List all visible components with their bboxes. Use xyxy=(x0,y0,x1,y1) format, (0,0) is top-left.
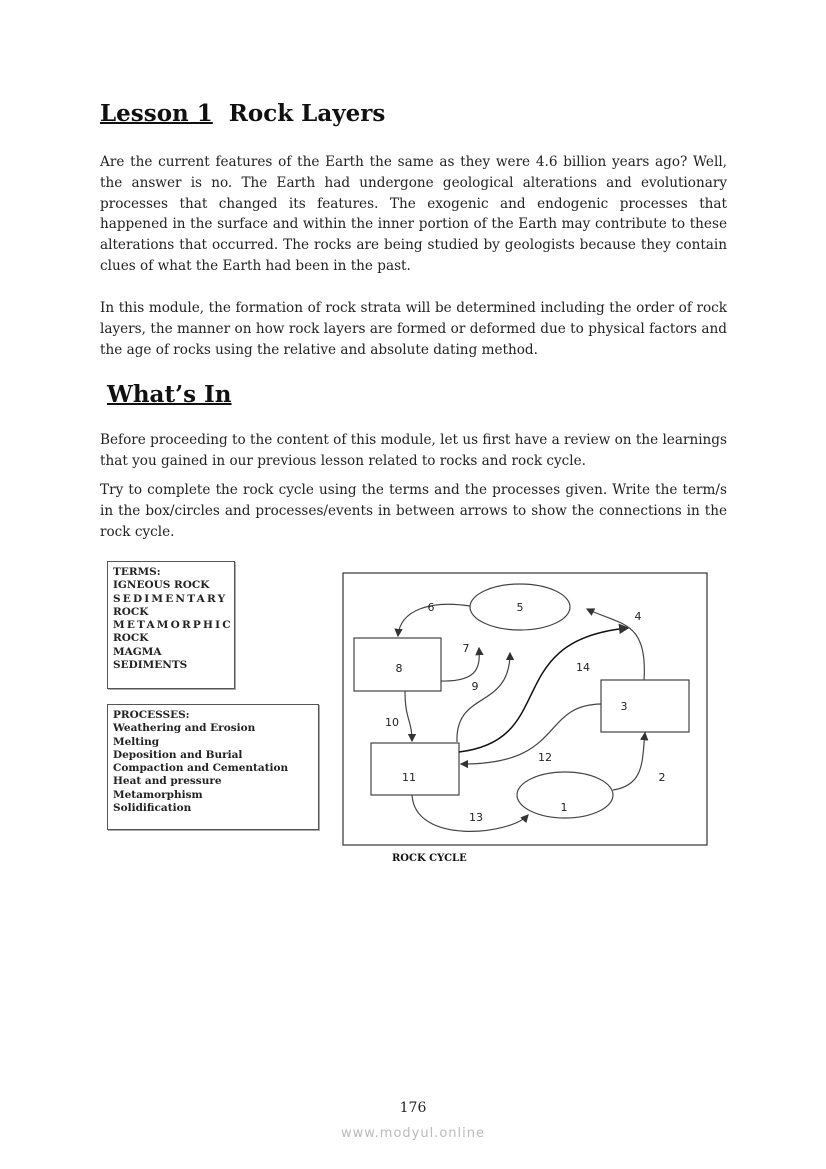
arrow-14 xyxy=(459,628,628,752)
lesson-number: Lesson 1 xyxy=(100,100,213,127)
term-item: IGNEOUS ROCK xyxy=(113,579,210,592)
term-item: ROCK xyxy=(113,632,149,645)
processes-box xyxy=(107,704,319,830)
arrow-2 xyxy=(613,733,645,790)
arrow-9 xyxy=(457,653,510,742)
process-item: Metamorphism xyxy=(113,788,203,801)
term-item: MAGMA xyxy=(113,645,162,658)
label-2: 2 xyxy=(658,771,666,784)
intro-paragraph-1: Are the current features of the Earth the same as they were 4.6 billion years ago? Well, the answer is no. The Earth had undergone geological alterations and evolutionary processes that changed its features. The exogenic and endogenic processes that happened in the surface and within the inner portion of the Earth may contribute to these alterations that occurred. The rocks are being studied by geologists because they contain clues of what the Earth had been in the past. xyxy=(100,154,727,274)
label-14: 14 xyxy=(576,661,590,674)
label-8: 8 xyxy=(395,662,403,675)
label-9: 9 xyxy=(471,680,479,693)
label-11: 11 xyxy=(402,771,416,784)
diagram-frame xyxy=(343,573,707,845)
terms-box xyxy=(107,561,235,689)
term-item: METAMORPHIC xyxy=(113,619,233,632)
whats-in-paragraph-1: Before proceeding to the content of this module, let us first have a review on the learnings that you gained in our previous lesson related to rocks and rock cycle. xyxy=(100,432,727,469)
page-number: 176 xyxy=(399,1100,427,1116)
diagram-caption: ROCK CYCLE xyxy=(392,853,467,864)
arrow-12 xyxy=(461,704,601,764)
label-3: 3 xyxy=(620,700,628,713)
terms-title: TERMS: xyxy=(113,566,161,578)
process-item: Heat and pressure xyxy=(113,775,222,788)
label-10: 10 xyxy=(385,716,399,729)
watermark: www.modyul.online xyxy=(340,1126,486,1141)
processes-title: PROCESSES: xyxy=(113,709,190,721)
label-1: 1 xyxy=(560,801,568,814)
lesson-title xyxy=(100,100,385,127)
box-11 xyxy=(371,743,459,795)
process-item: Deposition and Burial xyxy=(113,748,243,761)
label-12: 12 xyxy=(538,751,552,764)
process-item: Solidification xyxy=(113,802,192,815)
rock-cycle-diagram xyxy=(342,572,708,847)
intro-paragraph-2: In this module, the formation of rock strata will be determined including the order of rock layers, the manner on how rock layers are formed or deformed due to physical factors and the age of rocks using the relative and absolute dating method. xyxy=(100,300,727,358)
label-5: 5 xyxy=(516,601,524,614)
section-heading-whats-in: What’s In xyxy=(107,381,232,408)
process-item: Weathering and Erosion xyxy=(113,722,256,735)
arrow-7 xyxy=(441,648,479,681)
process-item: Melting xyxy=(113,735,160,748)
term-item: SEDIMENTS xyxy=(113,659,188,672)
lesson-name: Rock Layers xyxy=(228,100,386,127)
label-6: 6 xyxy=(427,601,435,614)
label-7: 7 xyxy=(462,642,470,655)
term-item: ROCK xyxy=(113,605,149,618)
process-item: Compaction and Cementation xyxy=(113,762,289,775)
label-13: 13 xyxy=(469,811,483,824)
box-3 xyxy=(601,680,689,732)
term-item: SEDIMENTARY xyxy=(113,592,228,605)
whats-in-paragraph-2: Try to complete the rock cycle using the terms and the processes given. Write the term/s in the box/circles and processes/events in between arrows to show the connections in the rock cycle. xyxy=(100,482,727,540)
arrow-10 xyxy=(405,691,412,741)
label-4: 4 xyxy=(634,610,642,623)
